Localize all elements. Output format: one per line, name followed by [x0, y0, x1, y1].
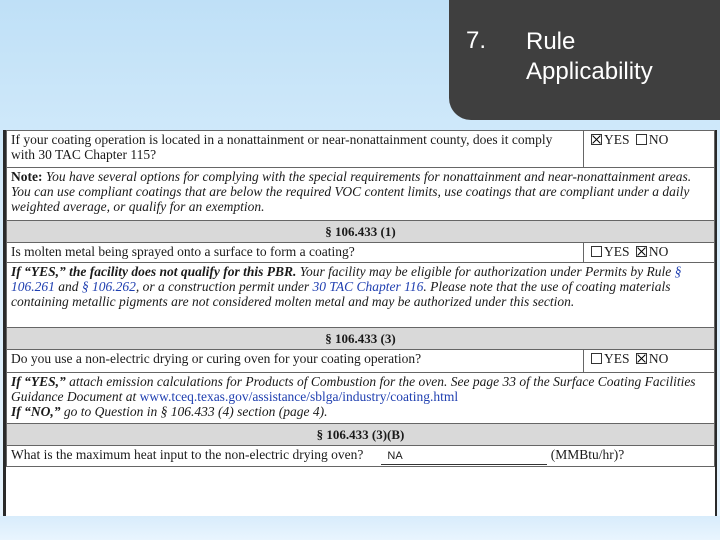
note-label: Note:: [11, 169, 43, 184]
question-2-text: Is molten metal being sprayed onto a surface to form a coating?: [7, 243, 584, 263]
section-3-title: § 106.433 (3): [7, 328, 715, 350]
q1-no-label: NO: [648, 132, 669, 147]
q3-no-checkbox[interactable]: [636, 353, 647, 364]
question-row-2: [7, 243, 715, 263]
q3-yes-checkbox[interactable]: [591, 353, 602, 364]
heat-input-field[interactable]: NA: [381, 449, 547, 465]
slide-title-box: [449, 0, 720, 120]
q3-no-label: NO: [648, 351, 669, 366]
question-row-3: [7, 350, 715, 373]
note-row: [7, 168, 715, 221]
question-3-choices: [584, 350, 715, 373]
question-2-choices: [584, 243, 715, 263]
q2-no-label: NO: [648, 244, 669, 259]
slide-title: Rule Applicability: [526, 28, 653, 85]
question-row-4: [7, 446, 715, 467]
slide-footer-background: [0, 516, 720, 540]
form-document: [3, 130, 717, 516]
pbr-106-261-link[interactable]: § 106.261: [11, 264, 682, 294]
q1-yes-label: YES: [604, 132, 630, 147]
q3-yes-label: YES: [604, 351, 630, 366]
info-2-bold: If “YES,” the facility does not qualify for this PBR.: [11, 264, 297, 279]
info-3-yes-bold: If “YES,”: [11, 374, 66, 389]
info-row-2: [7, 263, 715, 328]
info-row-3: [7, 373, 715, 424]
section-header-1: [7, 221, 715, 243]
question-1-choices: [584, 131, 715, 168]
info-3-text-b: go to Question in § 106.433 (4) section (page 4).: [60, 404, 328, 419]
info-2-text-c: , or a construction permit under: [135, 279, 313, 294]
q2-yes-label: YES: [604, 244, 630, 259]
info-2-text-b: and: [54, 279, 82, 294]
q1-yes-checkbox[interactable]: [591, 134, 602, 145]
section-1-title: § 106.433 (1): [7, 221, 715, 243]
question-1-text: If your coating operation is located in a nonattainment or near-nonattainment county, does it comply with 30 TAC Chapter 115?: [7, 131, 584, 168]
info-3-no-bold: If “NO,”: [11, 404, 61, 419]
info-3-text-a: attach emission calculations for Products of Combustion for the oven. See page 33 of the Surface Coating Facilities Guidance Document at: [11, 374, 696, 404]
section-header-3: [7, 328, 715, 350]
question-4-text: What is the maximum heat input to the non-electric drying oven?: [11, 447, 364, 462]
pbr-106-262-link[interactable]: § 106.262: [81, 279, 136, 294]
question-3-text: Do you use a non-electric drying or curing oven for your coating operation?: [7, 350, 584, 373]
question-row-1: [7, 131, 715, 168]
section-header-3b: [7, 424, 715, 446]
note-text: You have several options for complying with the special requirements for nonattainment and near-nonattainment areas. You can use compliant coatings that are below the required VOC content limits, use coatings that are compliant under a daily weighted average, or qualify for an exemption.: [11, 169, 692, 214]
info-2-text-a: Your facility may be eligible for authorization under Permits by Rule: [296, 264, 675, 279]
q2-no-checkbox[interactable]: [636, 246, 647, 257]
heat-input-unit: (MMBtu/hr)?: [550, 447, 625, 462]
chapter-116-link[interactable]: 30 TAC Chapter 116: [312, 279, 424, 294]
section-3b-title: § 106.433 (3)(B): [7, 424, 715, 446]
info-2-text-d: . Please note that the use of coating materials containing metallic pigments are not considered molten metal and may be authorized under this section.: [11, 279, 671, 309]
q1-no-checkbox[interactable]: [636, 134, 647, 145]
slide-number: 7.: [466, 27, 487, 54]
q2-yes-checkbox[interactable]: [591, 246, 602, 257]
coating-guidance-link[interactable]: www.tceq.texas.gov/assistance/sblga/industry/coating.html: [139, 389, 459, 404]
